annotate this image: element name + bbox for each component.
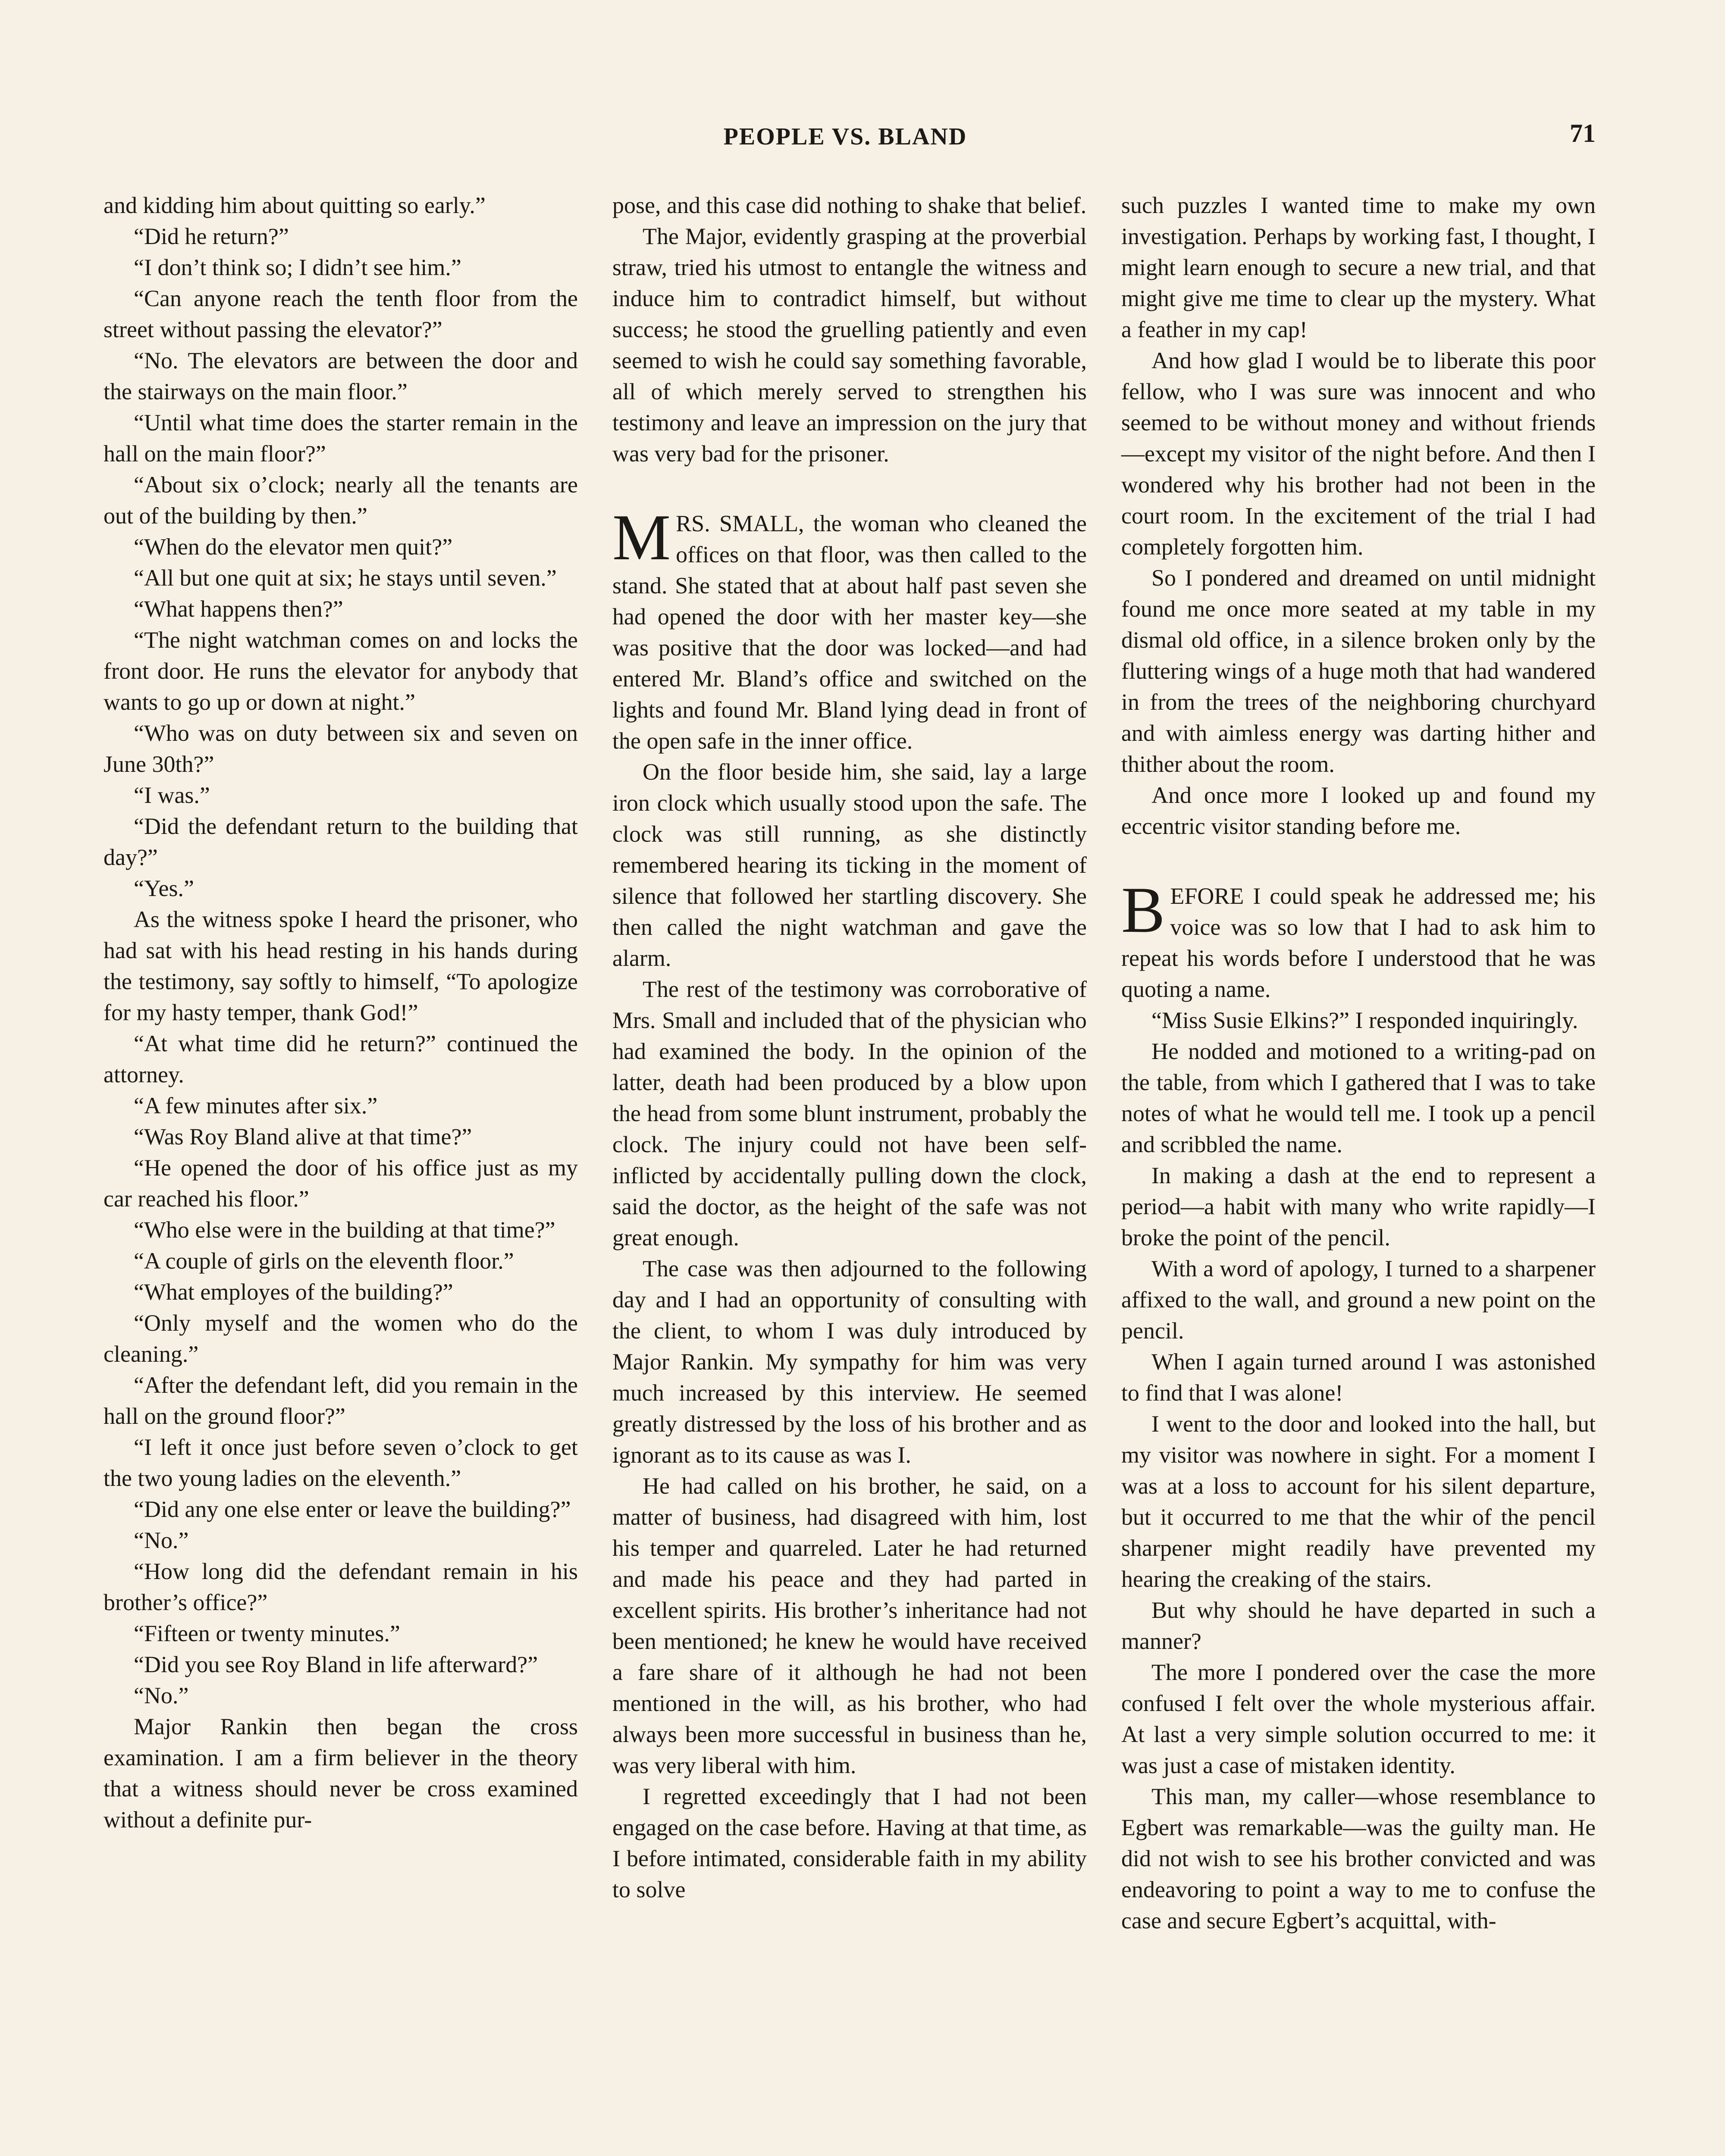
drop-cap-letter: M xyxy=(612,501,671,573)
paragraph: “Only myself and the women who do the cleaning.” xyxy=(104,1310,578,1367)
paragraph: “Was Roy Bland alive at that time?” xyxy=(134,1124,472,1150)
paragraph: “About six o’clock; nearly all the tenants are out of the building by then.” xyxy=(104,472,578,529)
paragraph: “I don’t think so; I didn’t see him.” xyxy=(134,254,461,280)
paragraph: When I again turned around I was astonished to find that I was alone! xyxy=(1121,1349,1596,1406)
paragraph: “What employes of the building?” xyxy=(134,1279,453,1305)
paragraph: So I pondered and dreamed on until midnight found me once more seated at my table in my dismal old office, in a silence broken only by the fluttering wings of a huge moth that had wandered in from the trees of the neighboring churchyard and with aimless energy was darting hither and thither about the room. xyxy=(1121,565,1596,777)
paragraph: “I left it once just before seven o’clock to get the two young ladies on the eleventh.” xyxy=(104,1434,578,1491)
paragraph: “Yes.” xyxy=(134,875,194,901)
paragraph: The rest of the testimony was corroborative of Mrs. Small and included that of the physician who had examined the body. In the opinion of the latter, death had been produced by a blow upon the head from some blunt instrument, probably the clock. The injury could not have been self-inflicted by accidentally pulling down the clock, said the doctor, as the height of the safe was not great enough. xyxy=(612,976,1087,1250)
paragraph: pose, and this case did nothing to shake that belief. xyxy=(612,192,1087,218)
paragraph: And how glad I would be to liberate this poor fellow, who I was sure was innocent and who seemed to be without money and without friends—except my visitor of the night before. And then I wondered why his brother had not been in the court room. In the excitement of the trial I had completely forgotten him. xyxy=(1121,348,1596,560)
paragraph: The case was then adjourned to the following day and I had an opportunity of consulting with the client, to whom I was duly introduced by Major Rankin. My sympathy for him was very much increased by this interview. He seemed greatly distressed by the loss of his brother and as ignorant as to its cause as was I. xyxy=(612,1256,1087,1468)
paragraph: “No.” xyxy=(134,1527,189,1553)
paragraph: I went to the door and looked into the hall, but my visitor was nowhere in sight. For a moment I was at a loss to account for his silent departure, but it occurred to me that the whir of the pencil sharpener might readily have prevented my hearing the creaking of the stairs. xyxy=(1121,1411,1596,1592)
paragraph: “Did he return?” xyxy=(134,223,289,249)
paragraph-text: RS. SMALL, the woman who cleaned the offices on that floor, was then called to the stand. She stated that at about half past seven she had opened the door with her master key—she was positive that the door was locked—and had entered Mr. Bland’s office and switched on the lights and found Mr. Bland lying dead in front of the open safe in the inner office. xyxy=(612,511,1087,754)
text-column-1 xyxy=(104,190,578,1835)
paragraph: “No.” xyxy=(134,1683,189,1708)
paragraph: Major Rankin then began the cross examination. I am a firm believer in the theory that a witness should never be cross examined without a definite pur- xyxy=(104,1714,578,1833)
paragraph: “All but one quit at six; he stays until seven.” xyxy=(134,565,557,591)
paragraph: As the witness spoke I heard the prisoner, who had sat with his head resting in his hands during the testimony, say softly to himself, “To apologize for my hasty temper, thank God!” xyxy=(104,906,578,1025)
paragraph xyxy=(1121,874,1596,1005)
paragraph: The Major, evidently grasping at the proverbial straw, tried his utmost to entangle the witness and induce him to contradict himself, but without success; he stood the gruelling patiently and even seemed to wish he could say something favorable, all of which merely served to strengthen his testimony and leave an impression on the jury that was very bad for the prisoner. xyxy=(612,223,1087,467)
paragraph: such puzzles I wanted time to make my own investigation. Perhaps by working fast, I thought, I might learn enough to secure a new trial, and that might give me time to clear up the mystery. What a feather in my cap! xyxy=(1121,192,1596,342)
page-number: 71 xyxy=(1570,119,1596,147)
paragraph: “Who was on duty between six and seven on June 30th?” xyxy=(104,720,578,777)
paragraph: I regretted exceedingly that I had not been engaged on the case before. Having at that time, as I before intimated, considerable faith in my ability to solve xyxy=(612,1783,1087,1902)
text-column-2 xyxy=(612,190,1087,1905)
paragraph: “At what time did he return?” continued the attorney. xyxy=(104,1031,578,1087)
paragraph: “A couple of girls on the eleventh floor.” xyxy=(134,1248,514,1274)
paragraph: “He opened the door of his office just as my car reached his floor.” xyxy=(104,1155,578,1212)
paragraph: With a word of apology, I turned to a sharpener affixed to the wall, and ground a new point on the pencil. xyxy=(1121,1256,1596,1344)
paragraph: and kidding him about quitting so early.” xyxy=(104,192,486,218)
paragraph: “I was.” xyxy=(134,782,210,808)
paragraph: “No. The elevators are between the door and the stairways on the main floor.” xyxy=(104,348,578,404)
paragraph: “Fifteen or twenty minutes.” xyxy=(134,1620,400,1646)
paragraph: “Can anyone reach the tenth floor from the street without passing the elevator?” xyxy=(104,285,578,342)
paragraph: “After the defendant left, did you remain in the hall on the ground floor?” xyxy=(104,1372,578,1429)
paragraph: “How long did the defendant remain in his brother’s office?” xyxy=(104,1558,578,1615)
paragraph: “When do the elevator men quit?” xyxy=(134,534,453,560)
paragraph: “Did the defendant return to the building that day?” xyxy=(104,813,578,870)
drop-cap-letter: B xyxy=(1121,874,1165,946)
paragraph: “Miss Susie Elkins?” I responded inquiringly. xyxy=(1151,1007,1578,1033)
paragraph: In making a dash at the end to represent a period—a habit with many who write rapidly—I broke the point of the pencil. xyxy=(1121,1163,1596,1250)
running-head: PEOPLE VS. BLAND xyxy=(723,123,967,150)
paragraph: The more I pondered over the case the more confused I felt over the whole mysterious affair. At last a very simple solution occurred to me: it was just a case of mistaken identity. xyxy=(1121,1659,1596,1778)
paragraph: “The night watchman comes on and locks the front door. He runs the elevator for anybody that wants to go up or down at night.” xyxy=(104,627,578,715)
paragraph xyxy=(612,501,1087,756)
paragraph: “A few minutes after six.” xyxy=(134,1093,378,1119)
paragraph: He had called on his brother, he said, on a matter of business, had disagreed with him, lost his temper and quarreled. Later he had returned and made his peace and they had parted in excellent spirits. His brother’s inheritance had not been mentioned; he knew he would have received a fare share of it although he had not been mentioned in the will, as his brother, who had always been more successful in business than he, was very liberal with him. xyxy=(612,1473,1087,1778)
paragraph: “What happens then?” xyxy=(134,596,343,622)
paragraph: He nodded and motioned to a writing-pad on the table, from which I gathered that I was to take notes of what he would tell me. I took up a pencil and scribbled the name. xyxy=(1121,1038,1596,1157)
paragraph: “Did you see Roy Bland in life afterward?” xyxy=(134,1651,538,1677)
paragraph: But why should he have departed in such a manner? xyxy=(1121,1597,1596,1654)
paragraph: “Did any one else enter or leave the building?” xyxy=(134,1496,571,1522)
paragraph: “Until what time does the starter remain in the hall on the main floor?” xyxy=(104,410,578,467)
paragraph: “Who else were in the building at that time?” xyxy=(134,1217,555,1243)
paragraph: And once more I looked up and found my eccentric visitor standing before me. xyxy=(1121,782,1596,839)
paragraph-text: EFORE I could speak he addressed me; his voice was so low that I had to ask him to repeat his words before I understood that he was quoting a name. xyxy=(1121,883,1596,1002)
paragraph: This man, my caller—whose resemblance to Egbert was remarkable—was the guilty man. He did not wish to see his brother convicted and was endeavoring to point a way to me to confuse the case and secure Egbert’s acquittal, with- xyxy=(1121,1783,1596,1934)
paragraph: On the floor beside him, she said, lay a large iron clock which usually stood upon the safe. The clock was still running, as she distinctly remembered hearing its ticking in the moment of silence that followed her startling discovery. She then called the night watchman and gave the alarm. xyxy=(612,759,1087,971)
text-column-3 xyxy=(1121,190,1596,1936)
